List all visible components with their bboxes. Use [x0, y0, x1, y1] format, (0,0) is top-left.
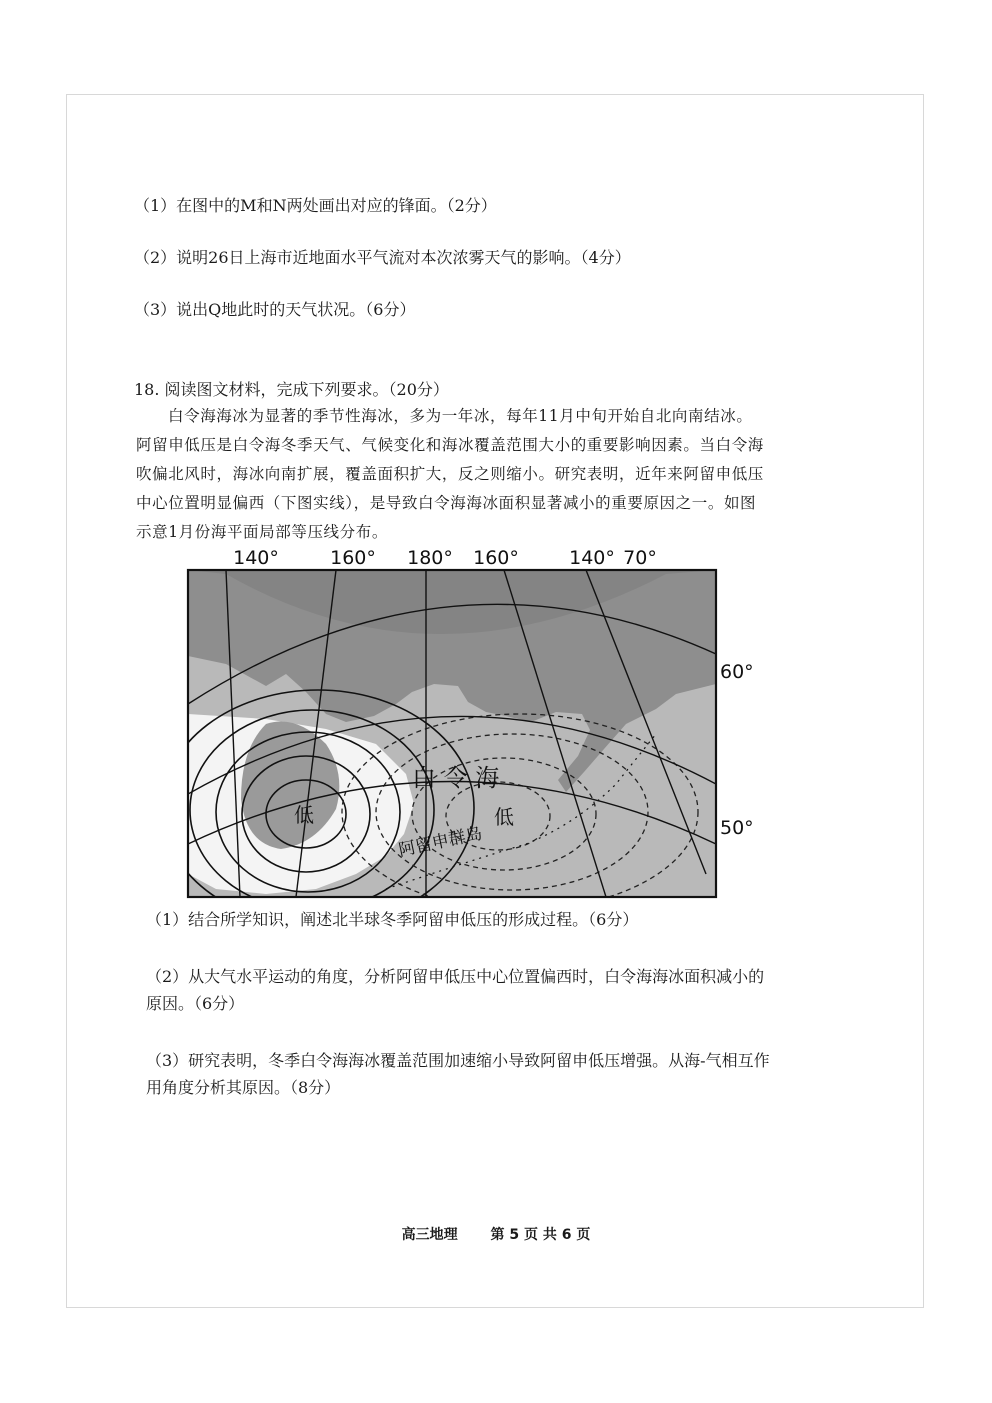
passage-line-2: 阿留申低压是白令海冬季天气、气候变化和海冰覆盖范围大小的重要影响因素。当白令海 — [136, 436, 764, 454]
aleutian-islands-label: 阿留申群岛 — [396, 823, 485, 861]
isobar-map — [186, 544, 760, 899]
tick-label-140e: 140° — [233, 547, 279, 569]
q18-sub3-line2: 用角度分析其原因。（8分） — [146, 1078, 341, 1097]
q17-sub1: （1）在图中的M和N两处画出对应的锋面。（2分） — [134, 196, 497, 215]
tick-label-160e: 160° — [330, 547, 376, 569]
q18-sub2-line1: （2）从大气水平运动的角度，分析阿留申低压中心位置偏西时，白令海海冰面积减小的 — [146, 967, 765, 986]
passage-line-4: 中心位置明显偏西（下图实线），是导致白令海海冰面积显著减小的重要原因之一。如图 — [136, 494, 757, 512]
tick-label-140w: 140° — [569, 547, 615, 569]
page-footer — [0, 1224, 992, 1244]
q18-heading: 18. 阅读图文材料，完成下列要求。（20分） — [134, 380, 449, 399]
q17-sub3: （3）说出Q地此时的天气状况。（6分） — [134, 300, 416, 319]
q17-sub2: （2）说明26日上海市近地面水平气流对本次浓雾天气的影响。（4分） — [134, 248, 631, 267]
q18-passage — [136, 402, 796, 547]
tick-label-50n: 50° — [720, 817, 754, 839]
footer-subject: 高三地理 — [401, 1227, 458, 1243]
tick-label-70n: 70° — [623, 547, 657, 569]
passage-line-1: 白令海海冰为显著的季节性海冰，多为一年冰，每年11月中旬开始自北向南结冰。 — [168, 407, 753, 425]
map-figure — [186, 544, 760, 899]
footer-page-number: 第 5 页 共 6 页 — [490, 1227, 591, 1243]
q18-sub3-line1: （3）研究表明，冬季白令海海冰覆盖范围加速缩小导致阿留申低压增强。从海-气相互作 — [146, 1051, 770, 1070]
passage-line-5: 示意1月份海平面局部等压线分布。 — [136, 523, 388, 541]
tick-label-180: 180° — [407, 547, 453, 569]
q18-sub2-line2: 原因。（6分） — [146, 994, 245, 1013]
tick-label-60n: 60° — [720, 661, 754, 683]
passage-line-3: 吹偏北风时，海冰向南扩展，覆盖面积扩大，反之则缩小。研究表明，近年来阿留申低压 — [136, 465, 764, 483]
bering-sea-label: 白 令 海 — [412, 764, 500, 792]
low-west-label: 低 — [294, 803, 314, 827]
tick-label-160w: 160° — [473, 547, 519, 569]
low-east-label: 低 — [494, 805, 514, 829]
q18-sub1: （1）结合所学知识，阐述北半球冬季阿留申低压的形成过程。（6分） — [146, 910, 639, 929]
